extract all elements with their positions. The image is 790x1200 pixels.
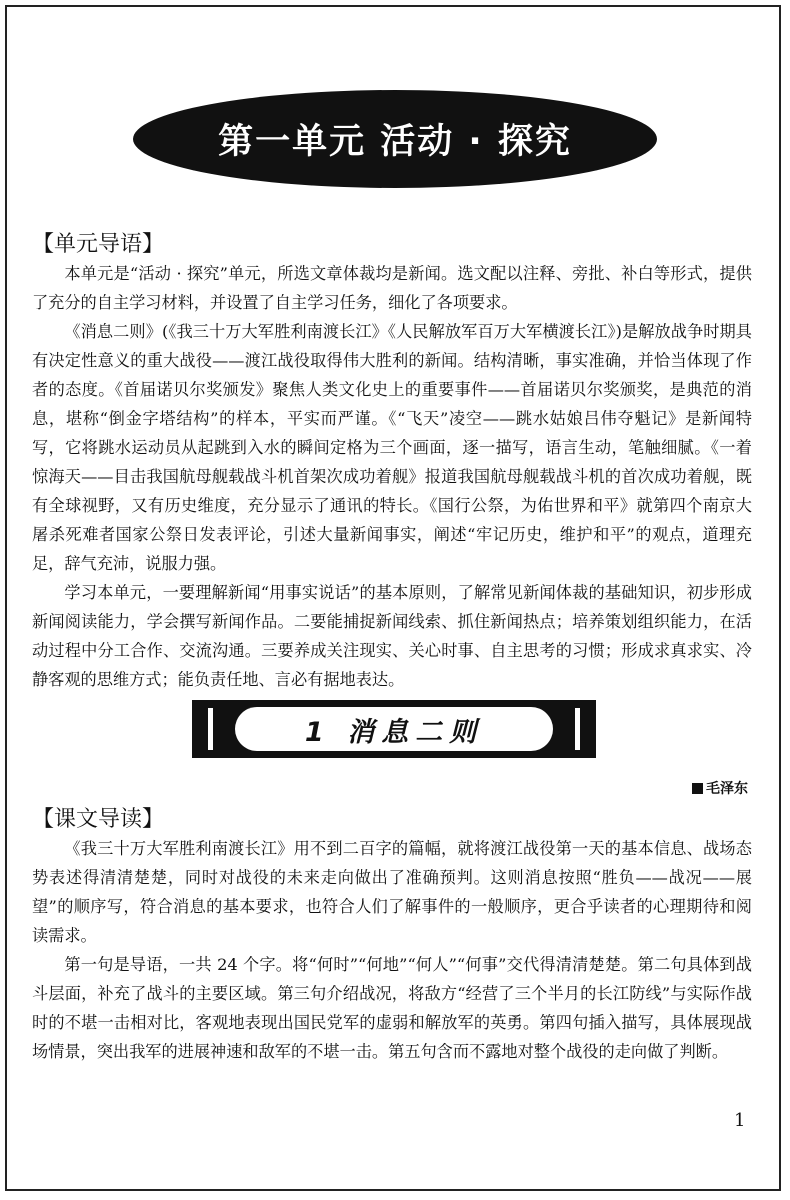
banner-right-bar: [575, 708, 580, 750]
lesson-title-frame: [235, 707, 553, 751]
page-number: 1: [734, 1110, 746, 1131]
square-bullet-icon: [692, 783, 703, 794]
lesson-title-banner: [192, 700, 596, 758]
unit-title-banner: [133, 90, 657, 188]
unit-intro-paragraph: 本单元是“活动 · 探究”单元，所选文章体裁均是新闻。选文配以注释、旁批、补白等形式，提供了充分的自主学习材料，并设置了自主学习任务，细化了各项要求。: [32, 264, 752, 312]
unit-title: 第一单元 活动 · 探究: [218, 122, 572, 162]
lesson-guide-text: [32, 834, 752, 1066]
unit-intro-paragraph: 《消息二则》(《我三十万大军胜利南渡长江》《人民解放军百万大军横渡长江》)是解放战争时期具有决定性意义的重大战役——渡江战役取得伟大胜利的新闻。结构清晰，事实准确，并恰当体现了作者的态度。《首届诺贝尔奖颁发》聚焦人类文化史上的重要事件——首届诺贝尔奖颁奖，是典范的消息，堪称“倒金字塔结构”的样本，平实而严谨。《“飞天”凌空——跳水姑娘吕伟夺魁记》是新闻特写，它将跳水运动员从起跳到入水的瞬间定格为三个画面，逐一描写，语言生动，笔触细腻。《一着惊海天——目击我国航母舰载战斗机首架次成功着舰》报道我国航母舰载战斗机的首次成功着舰，既有全球视野，又有历史维度，充分显示了通讯的特长。《国行公祭，为佑世界和平》就第四个南京大屠杀死难者国家公祭日发表评论，引述大量新闻事实，阐述“牢记历史，维护和平”的观点，道理充足，辞气充沛，说服力强。: [32, 322, 752, 573]
lesson-guide-paragraph: 第一句是导语，一共 24 个字。将“何时”“何地”“何人”“何事”交代得清清楚楚。第二句具体到战斗层面，补充了战斗的主要区域。第三句介绍战况，将敌方“经营了三个半月的长江防线”与实际作战时的不堪一击相对比，客观地表现出国民党军的虚弱和解放军的英勇。第四句插入描写，具体展现战场情景，突出我军的进展神速和敌军的不堪一击。第五句含而不露地对整个战役的走向做了判断。: [32, 955, 752, 1061]
author-line: [692, 778, 748, 798]
lesson-title: 1 消息二则: [304, 716, 484, 748]
unit-intro-text: [32, 259, 752, 694]
lesson-guide-paragraph: 《我三十万大军胜利南渡长江》用不到二百字的篇幅，就将渡江战役第一天的基本信息、战场态势表述得清清楚楚，同时对战役的未来走向做出了准确预判。这则消息按照“胜负——战况——展望”的顺序写，符合消息的基本要求，也符合人们了解事件的一般顺序，更合乎读者的心理期待和阅读需求。: [32, 839, 752, 945]
banner-left-bar: [208, 708, 213, 750]
lesson-guide-heading: 【课文导读】: [32, 807, 165, 832]
unit-intro-heading: 【单元导语】: [32, 232, 165, 257]
author-name: 毛泽东: [706, 781, 748, 797]
unit-intro-paragraph: 学习本单元，一要理解新闻“用事实说话”的基本原则，了解常见新闻体裁的基础知识，初步形成新闻阅读能力，学会撰写新闻作品。二要能捕捉新闻线索、抓住新闻热点；培养策划组织能力，在活动过程中分工合作、交流沟通。三要养成关注现实、关心时事、自主思考的习惯；形成求真求实、冷静客观的思维方式；能负责任地、言必有据地表达。: [32, 583, 752, 689]
